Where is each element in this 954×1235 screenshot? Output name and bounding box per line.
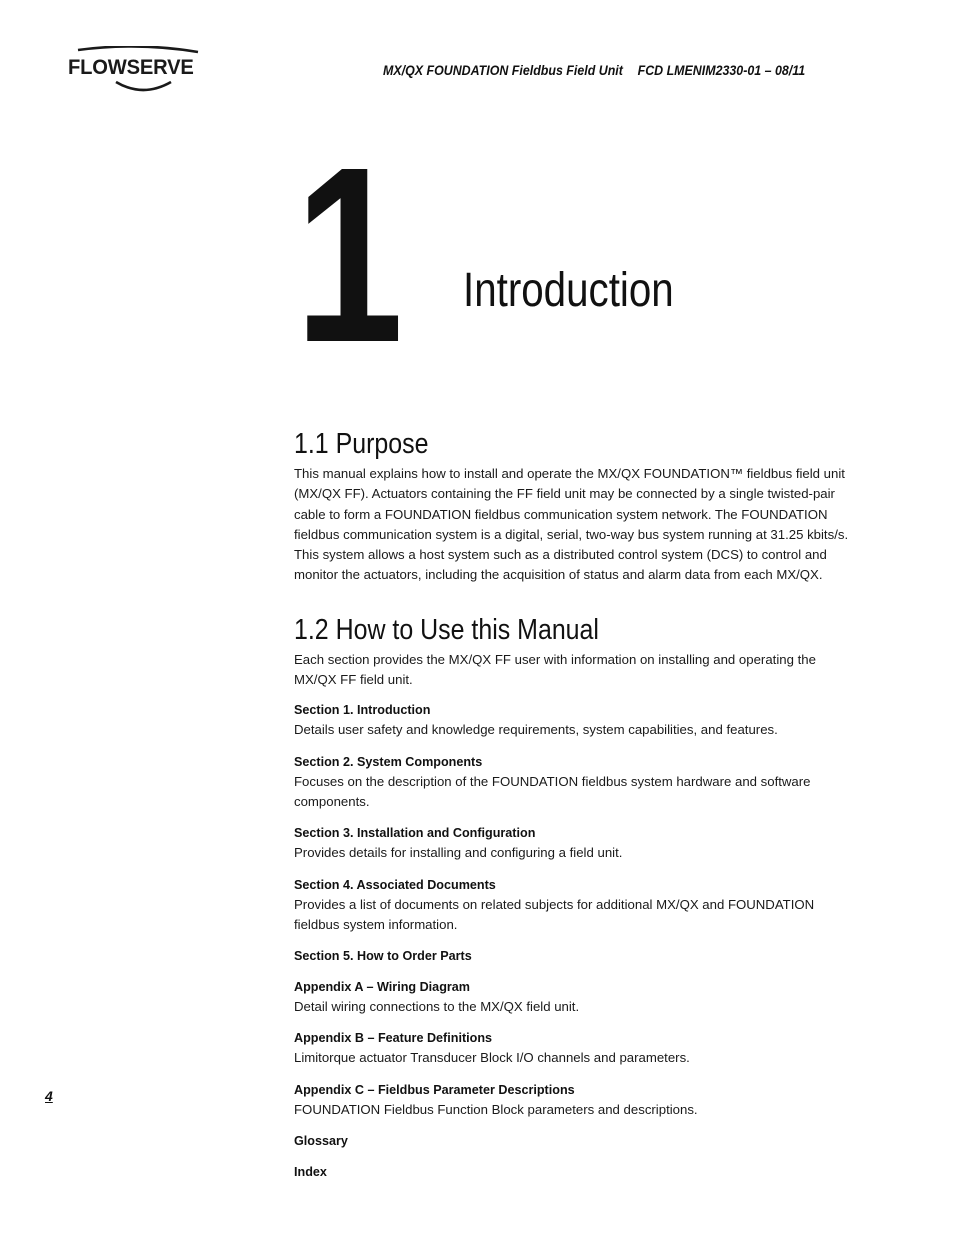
item-desc: Details user safety and knowledge requirements, system capabilities, and features. — [294, 722, 778, 738]
list-item — [294, 946, 854, 966]
list-item — [294, 1131, 854, 1151]
item-title: Section 5. How to Order Parts — [294, 949, 472, 964]
list-item — [294, 700, 854, 740]
section-how-to-use — [294, 610, 854, 1182]
item-title: Appendix B – Feature Definitions — [294, 1031, 493, 1046]
doc-title: MX/QX FOUNDATION Fieldbus Field Unit — [383, 63, 623, 78]
item-title: Section 3. Installation and Configuration — [294, 826, 536, 841]
item-title: Section 2. System Components — [294, 754, 483, 769]
item-desc: Limitorque actuator Transducer Block I/O channels and parameters. — [294, 1050, 690, 1066]
running-header — [383, 63, 815, 78]
list-item — [294, 1080, 854, 1120]
purpose-body: This manual explains how to install and operate the MX/QX FOUNDATION™ fieldbus field unit (MX/QX FF). Actuators containing the FF field unit may be connected by a single twisted-pair cable to form a FOUNDATION fieldbus communication system network. The FOUNDATION fieldbus communication system is a digital, serial, two-way bus system running at 31.25 kbits/s. This system allows a host system such as a distributed control system (DCS) to control and monitor the actuators, including the acquisition of status and alarm data from each MX/QX. — [294, 466, 849, 583]
list-item — [294, 977, 854, 1017]
item-title: Section 4. Associated Documents — [294, 877, 496, 892]
how-to-use-heading: 1.2 How to Use this Manual — [294, 613, 599, 646]
how-to-use-intro: Each section provides the MX/QX FF user with information on installing and operating the MX/QX FF field unit. — [294, 651, 816, 688]
section-purpose — [294, 424, 854, 586]
list-item — [294, 875, 854, 936]
list-item — [294, 752, 854, 813]
page-number: 4 — [45, 1088, 53, 1104]
list-item — [294, 823, 854, 863]
item-title: Index — [294, 1165, 327, 1180]
main-content — [294, 424, 854, 1193]
logo-wordmark: FLOWSERVE — [68, 56, 194, 79]
item-desc: Provides details for installing and configuring a field unit. — [294, 845, 623, 861]
logo-swoosh-icon — [68, 46, 208, 96]
list-item — [294, 1028, 854, 1068]
list-item — [294, 1162, 854, 1182]
item-desc: FOUNDATION Fieldbus Function Block parameters and descriptions. — [294, 1101, 698, 1117]
purpose-heading: 1.1 Purpose — [294, 428, 429, 460]
doc-code: FCD LMENIM2330-01 – 08/11 — [637, 63, 806, 78]
item-title: Appendix A – Wiring Diagram — [294, 980, 470, 995]
chapter-title: Introduction — [463, 264, 674, 317]
item-title: Appendix C – Fieldbus Parameter Descriptions — [294, 1082, 575, 1097]
item-desc: Detail wiring connections to the MX/QX field unit. — [294, 999, 580, 1015]
flowserve-logo — [68, 46, 208, 96]
item-desc: Focuses on the description of the FOUNDATION fieldbus system hardware and software components. — [294, 773, 811, 809]
item-title: Glossary — [294, 1134, 348, 1149]
item-title: Section 1. Introduction — [294, 703, 431, 718]
chapter-number: 1 — [295, 115, 404, 394]
item-desc: Provides a list of documents on related subjects for additional MX/QX and FOUNDATION fieldbus system information. — [294, 896, 815, 932]
